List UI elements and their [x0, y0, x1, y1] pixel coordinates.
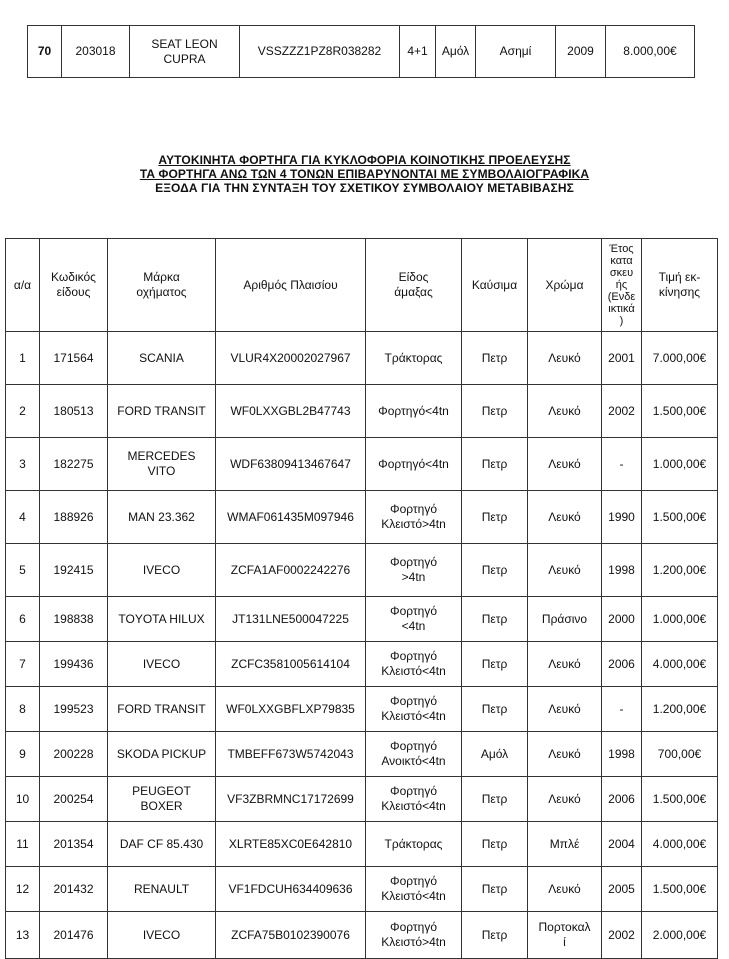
- cell-text-line: Φορτηγό: [390, 502, 437, 516]
- item-code: 180513: [40, 385, 108, 438]
- heading-line-3: ΕΞΟΔΑ ΓΙΑ ΤΗΝ ΣΥΝΤΑΞΗ ΤΟΥ ΣΧΕΤΙΚΟΥ ΣΥΜΒΟΛΑΙΟΥ ΜΕΤΑΒΙΒΑΣΗΣ: [155, 181, 574, 195]
- cell-text-line: ικτικά: [608, 303, 635, 315]
- fuel-type: Πετρ: [462, 867, 528, 912]
- chassis-number: ZCFA1AF0002242276: [216, 544, 366, 597]
- cell-text-line: Ασημί: [499, 44, 532, 58]
- vehicle-brand: [108, 687, 216, 732]
- starting-price: 1.500,00€: [642, 777, 718, 822]
- vehicle-color: [528, 687, 602, 732]
- vehicle-color: [476, 26, 556, 78]
- vehicle-brand: [108, 385, 216, 438]
- starting-price: 8.000,00€: [606, 26, 695, 78]
- body-type: [400, 26, 436, 78]
- vehicle-brand: [108, 867, 216, 912]
- cell-text-line: Λευκό: [548, 881, 581, 896]
- section-heading: [0, 153, 729, 195]
- body-type: [366, 867, 462, 912]
- vehicle-color: [528, 822, 602, 867]
- vehicle-brand: [108, 732, 216, 777]
- row-number: 70: [28, 26, 62, 78]
- row-number: 11: [6, 822, 40, 867]
- vehicle-color: [528, 332, 602, 385]
- table-header-row: [6, 239, 718, 332]
- cell-text-line: Λευκό: [548, 350, 581, 365]
- starting-price: 2.000,00€: [642, 912, 718, 959]
- table-row: [6, 777, 718, 822]
- fuel-type: Πετρ: [462, 332, 528, 385]
- cell-text-line: Λευκό: [548, 746, 581, 761]
- item-code: 203018: [62, 26, 130, 78]
- cell-text-line: Φορτηγό<4tn: [378, 456, 449, 471]
- row-number: 13: [6, 912, 40, 959]
- cell-text-line: SEAT LEON: [151, 36, 218, 51]
- table-row: [6, 597, 718, 642]
- header-brand: [108, 239, 216, 332]
- header-aa: [6, 239, 40, 332]
- cell-text-line: Φορτηγό: [390, 874, 437, 888]
- cell-text-line: Χρώμα: [545, 277, 584, 292]
- table-row: [6, 732, 718, 777]
- cell-text-line: <4tn: [401, 619, 426, 633]
- cell-text-line: Είδος: [398, 270, 429, 284]
- table-row: [6, 491, 718, 544]
- item-code: 199523: [40, 687, 108, 732]
- cell-text-line: Λευκό: [548, 701, 581, 716]
- row-number: 9: [6, 732, 40, 777]
- manufacture-year: 2000: [602, 597, 642, 642]
- starting-price: 1.000,00€: [642, 438, 718, 491]
- fuel-type: Αμόλ: [462, 732, 528, 777]
- vehicle-brand: [108, 597, 216, 642]
- starting-price: 1.500,00€: [642, 491, 718, 544]
- row-number: 7: [6, 642, 40, 687]
- heading-line-2: ΤΑ ΦΟΡΤΗΓΑ ΑΝΩ ΤΩΝ 4 ΤΟΝΩΝ ΕΠΙΒΑΡΥΝΟΝΤΑΙ ΜΕ ΣΥΜΒΟΛΑΙΟΓΡΑΦΙΚΑ: [139, 167, 590, 181]
- vehicle-color: [528, 912, 602, 959]
- chassis-number: XLRTE85XC0E642810: [216, 822, 366, 867]
- manufacture-year: 2002: [602, 385, 642, 438]
- cell-text-line: άμαξας: [394, 285, 433, 299]
- manufacture-year: 2005: [602, 867, 642, 912]
- starting-price: 7.000,00€: [642, 332, 718, 385]
- vehicle-color: [528, 732, 602, 777]
- row-number: 6: [6, 597, 40, 642]
- starting-price: 1.500,00€: [642, 867, 718, 912]
- body-type: [366, 822, 462, 867]
- cell-text-line: Φορτηγό: [390, 649, 437, 663]
- cell-text-line: Κλειστό<4tn: [381, 709, 446, 723]
- cell-text-line: CUPRA: [163, 51, 206, 66]
- item-code: 198838: [40, 597, 108, 642]
- cell-text-line: Πράσινο: [541, 611, 588, 626]
- vehicle-brand: [108, 777, 216, 822]
- cell-text-line: Πορτοκαλ: [538, 920, 591, 934]
- vehicle-color: [528, 544, 602, 597]
- cell-text-line: ί: [563, 935, 566, 949]
- cell-text-line: Κλειστό<4tn: [381, 664, 446, 678]
- vehicle-color: [528, 867, 602, 912]
- table-row: [6, 687, 718, 732]
- cell-text-line: Λευκό: [548, 562, 581, 577]
- chassis-number: ZCFC3581005614104: [216, 642, 366, 687]
- cell-text-line: Λευκό: [548, 456, 581, 471]
- cell-text-line: VITO: [147, 464, 176, 478]
- chassis-number: WMAF061435M097946: [216, 491, 366, 544]
- vehicle-color: [528, 777, 602, 822]
- cell-text-line: DAF CF 85.430: [119, 836, 204, 851]
- vehicle-brand: [108, 438, 216, 491]
- cell-text-line: MERCEDES: [127, 449, 196, 463]
- chassis-number: TMBEFF673W5742043: [216, 732, 366, 777]
- fuel-type: Πετρ: [462, 642, 528, 687]
- header-year: [602, 239, 642, 332]
- starting-price: 1.200,00€: [642, 687, 718, 732]
- cell-text-line: SCANIA: [139, 350, 184, 365]
- row-number: 12: [6, 867, 40, 912]
- cell-text-line: Κλειστό>4tn: [381, 517, 446, 531]
- item-code: 201432: [40, 867, 108, 912]
- row-number: 3: [6, 438, 40, 491]
- item-code: 199436: [40, 642, 108, 687]
- row-number: 8: [6, 687, 40, 732]
- cell-text-line: >4tn: [401, 570, 426, 584]
- manufacture-year: -: [602, 687, 642, 732]
- vehicle-color: [528, 597, 602, 642]
- header-code: [40, 239, 108, 332]
- body-type: [366, 332, 462, 385]
- manufacture-year: 1998: [602, 544, 642, 597]
- vehicles-table: [5, 238, 718, 959]
- fuel-type: Πετρ: [462, 597, 528, 642]
- cell-text-line: ής: [615, 279, 628, 291]
- item-code: 200228: [40, 732, 108, 777]
- table-row: [6, 385, 718, 438]
- chassis-number: WDF63809413467647: [216, 438, 366, 491]
- heading-line-1: ΑΥΤΟΚΙΝΗΤΑ ΦΟΡΤΗΓΑ ΓΙΑ ΚΥΚΛΟΦΟΡΙΑ ΚΟΙΝΟΤΙΚΗΣ ΠΡΟΕΛΕΥΣΗΣ: [158, 153, 571, 167]
- cell-text-line: IVECO: [142, 927, 181, 942]
- vehicle-color: [528, 642, 602, 687]
- chassis-number: VF3ZBRMNC17172699: [216, 777, 366, 822]
- cell-text-line: IVECO: [142, 562, 181, 577]
- vehicle-brand: [108, 332, 216, 385]
- cell-text-line: Τράκτορας: [384, 350, 443, 365]
- table-row: [6, 544, 718, 597]
- vehicle-brand: [108, 822, 216, 867]
- table-row: [6, 642, 718, 687]
- item-code: 201354: [40, 822, 108, 867]
- cell-text-line: FORD TRANSIT: [117, 403, 206, 418]
- fuel-type: Πετρ: [462, 912, 528, 959]
- fuel-type: Πετρ: [462, 491, 528, 544]
- body-type: [366, 438, 462, 491]
- fuel-type: Πετρ: [462, 385, 528, 438]
- cell-text-line: PEUGEOT: [132, 784, 191, 798]
- cell-text-line: Φορτηγό: [390, 694, 437, 708]
- body-type: [366, 597, 462, 642]
- vehicle-brand: [130, 26, 240, 78]
- manufacture-year: 2004: [602, 822, 642, 867]
- chassis-number: WF0LXXGBFLXP79835: [216, 687, 366, 732]
- cell-text-line: Κλειστό<4tn: [381, 889, 446, 903]
- vehicle-brand: [108, 642, 216, 687]
- cell-text-line: Φορτηγό: [390, 739, 437, 753]
- cell-text-line: κατα: [610, 255, 633, 267]
- cell-text-line: Λευκό: [548, 403, 581, 418]
- row-number: 1: [6, 332, 40, 385]
- fuel-type: Πετρ: [462, 822, 528, 867]
- previous-page-row: [27, 25, 695, 78]
- cell-text-line: Φορτηγό: [390, 920, 437, 934]
- cell-text-line: RENAULT: [133, 881, 190, 896]
- row-number: 10: [6, 777, 40, 822]
- row-number: 2: [6, 385, 40, 438]
- cell-text-line: Φορτηγό: [390, 555, 437, 569]
- chassis-number: VSSZZZ1PZ8R038282: [240, 26, 400, 78]
- cell-text-line: BOXER: [140, 799, 183, 813]
- fuel-type: Πετρ: [462, 687, 528, 732]
- cell-text-line: Καύσιμα: [471, 277, 518, 292]
- cell-text-line: ): [619, 315, 624, 327]
- vehicle-color: [528, 385, 602, 438]
- fuel-type: Πετρ: [462, 544, 528, 597]
- cell-text-line: κίνησης: [658, 285, 701, 299]
- cell-text-line: Κλειστό>4tn: [381, 935, 446, 949]
- body-type: [366, 732, 462, 777]
- table-row: [6, 332, 718, 385]
- item-code: 201476: [40, 912, 108, 959]
- cell-text-line: SKODA PICKUP: [116, 746, 207, 761]
- chassis-number: ZCFA75B0102390076: [216, 912, 366, 959]
- vehicle-color: [528, 438, 602, 491]
- manufacture-year: 2009: [556, 26, 606, 78]
- cell-text-line: Τράκτορας: [384, 836, 443, 851]
- table-row: [6, 867, 718, 912]
- cell-text-line: TOYOTA HILUX: [118, 611, 205, 626]
- fuel-type: Πετρ: [462, 438, 528, 491]
- row-number: 4: [6, 491, 40, 544]
- cell-text-line: οχήματος: [136, 285, 187, 299]
- header-price: [642, 239, 718, 332]
- cell-text-line: Κωδικός: [51, 270, 96, 284]
- starting-price: 700,00€: [642, 732, 718, 777]
- cell-text-line: α/α: [13, 277, 32, 292]
- cell-text-line: IVECO: [142, 656, 181, 671]
- cell-text-line: MAN 23.362: [128, 509, 195, 524]
- manufacture-year: 1990: [602, 491, 642, 544]
- body-type: [366, 912, 462, 959]
- cell-text-line: (Ενδε: [607, 291, 636, 303]
- header-type: [366, 239, 462, 332]
- cell-text-line: Φορτηγό: [390, 784, 437, 798]
- cell-text-line: Τιμή εκ-: [658, 270, 701, 284]
- cell-text-line: Έτος: [609, 243, 634, 255]
- fuel-type: Πετρ: [462, 777, 528, 822]
- item-code: 182275: [40, 438, 108, 491]
- table-row: [6, 822, 718, 867]
- chassis-number: JT131LNE500047225: [216, 597, 366, 642]
- starting-price: 4.000,00€: [642, 822, 718, 867]
- vehicle-brand: [108, 912, 216, 959]
- table-row: [6, 912, 718, 959]
- manufacture-year: -: [602, 438, 642, 491]
- starting-price: 4.000,00€: [642, 642, 718, 687]
- header-chassis: [216, 239, 366, 332]
- manufacture-year: 1998: [602, 732, 642, 777]
- body-type: [366, 642, 462, 687]
- body-type: [366, 777, 462, 822]
- cell-text-line: Λευκό: [548, 791, 581, 806]
- chassis-number: VLUR4X20002027967: [216, 332, 366, 385]
- manufacture-year: 2001: [602, 332, 642, 385]
- cell-text-line: Μπλέ: [549, 836, 580, 851]
- body-type: [366, 385, 462, 438]
- table-row: [28, 26, 695, 78]
- starting-price: 1.500,00€: [642, 385, 718, 438]
- cell-text-line: Αριθμός Πλαισίου: [243, 277, 338, 292]
- row-number: 5: [6, 544, 40, 597]
- cell-text-line: είδους: [56, 285, 91, 299]
- vehicle-color: [528, 491, 602, 544]
- body-type: [366, 687, 462, 732]
- manufacture-year: 2006: [602, 777, 642, 822]
- cell-text-line: Λευκό: [548, 656, 581, 671]
- body-type: [366, 544, 462, 597]
- cell-text-line: σκευ: [609, 267, 634, 279]
- cell-text-line: 4+1: [407, 44, 428, 58]
- cell-text-line: FORD TRANSIT: [117, 701, 206, 716]
- cell-text-line: Ανοικτό<4tn: [381, 754, 446, 768]
- chassis-number: VF1FDCUH634409636: [216, 867, 366, 912]
- starting-price: 1.200,00€: [642, 544, 718, 597]
- cell-text-line: Μάρκα: [143, 270, 180, 284]
- cell-text-line: Λευκό: [548, 509, 581, 524]
- vehicle-brand: [108, 491, 216, 544]
- manufacture-year: 2002: [602, 912, 642, 959]
- manufacture-year: 2006: [602, 642, 642, 687]
- vehicle-brand: [108, 544, 216, 597]
- header-color: [528, 239, 602, 332]
- cell-text-line: Κλειστό<4tn: [381, 799, 446, 813]
- item-code: 171564: [40, 332, 108, 385]
- item-code: 200254: [40, 777, 108, 822]
- fuel-type: Αμόλ: [436, 26, 476, 78]
- chassis-number: WF0LXXGBL2B47743: [216, 385, 366, 438]
- body-type: [366, 491, 462, 544]
- starting-price: 1.000,00€: [642, 597, 718, 642]
- item-code: 192415: [40, 544, 108, 597]
- item-code: 188926: [40, 491, 108, 544]
- cell-text-line: Φορτηγό<4tn: [378, 403, 449, 418]
- table-row: [6, 438, 718, 491]
- cell-text-line: Φορτηγό: [390, 604, 437, 618]
- header-fuel: [462, 239, 528, 332]
